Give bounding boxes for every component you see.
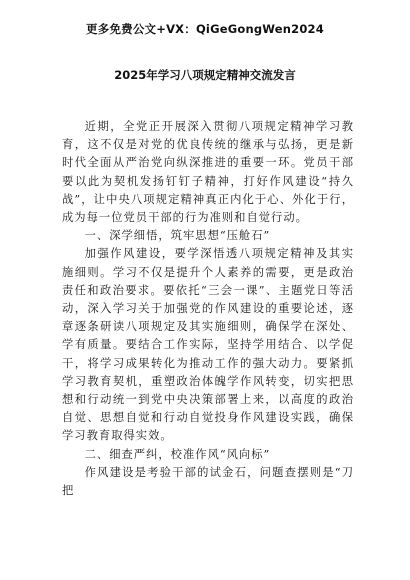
document-body — [62, 118, 354, 500]
section-heading-2: 二、细查严纠，校准作风“风向标” — [84, 447, 271, 461]
section-paragraph-2: 作风建设是考验干部的试金石，问题查摆则是“刀把 — [62, 465, 354, 498]
watermark-header: 更多免费公文+VX：QiGeGongWen2024 — [86, 22, 324, 36]
section-heading-1: 一、深学细悟，筑牢思想“压舱石” — [84, 229, 271, 243]
intro-paragraph: 近期，全党正开展深入贯彻八项规定精神学习教育，这不仅是对党的优良传统的继承与弘扬，更是新时代全面从严治党向纵深推进的重要一环。党员干部要以此为契机发扬钉钉子精神，打好作风建设“持久战”，让中央八项规定精神真正内化于心、外化于行，成为每一位党员干部的行为准则和自觉行动。 — [62, 120, 354, 225]
document-title: 2025年学习八项规定精神交流发言 — [114, 68, 296, 82]
section-paragraph-1: 加强作风建设，要学深悟透八项规定精神及其实施细则。学习不仅是提升个人素养的需要，更是政治责任和政治要求。要依托“三会一课”、主题党日等活动，深入学习关于加强党的作风建设的重要论述，逐章逐条研读八项规定及其实施细则，确保学在深处、学有质量。要结合工作实际，坚持学用结合、以学促干，将学习成果转化为推动工作的强大动力。要紧抓学习教育契机，重塑政治体魄学作风转变，切实把思想和行动统一到党中央决策部署上来，以高度的政治自觉、思想自觉和行动自觉投身作风建设实践，确保学习教育取得实效。 — [62, 247, 354, 443]
